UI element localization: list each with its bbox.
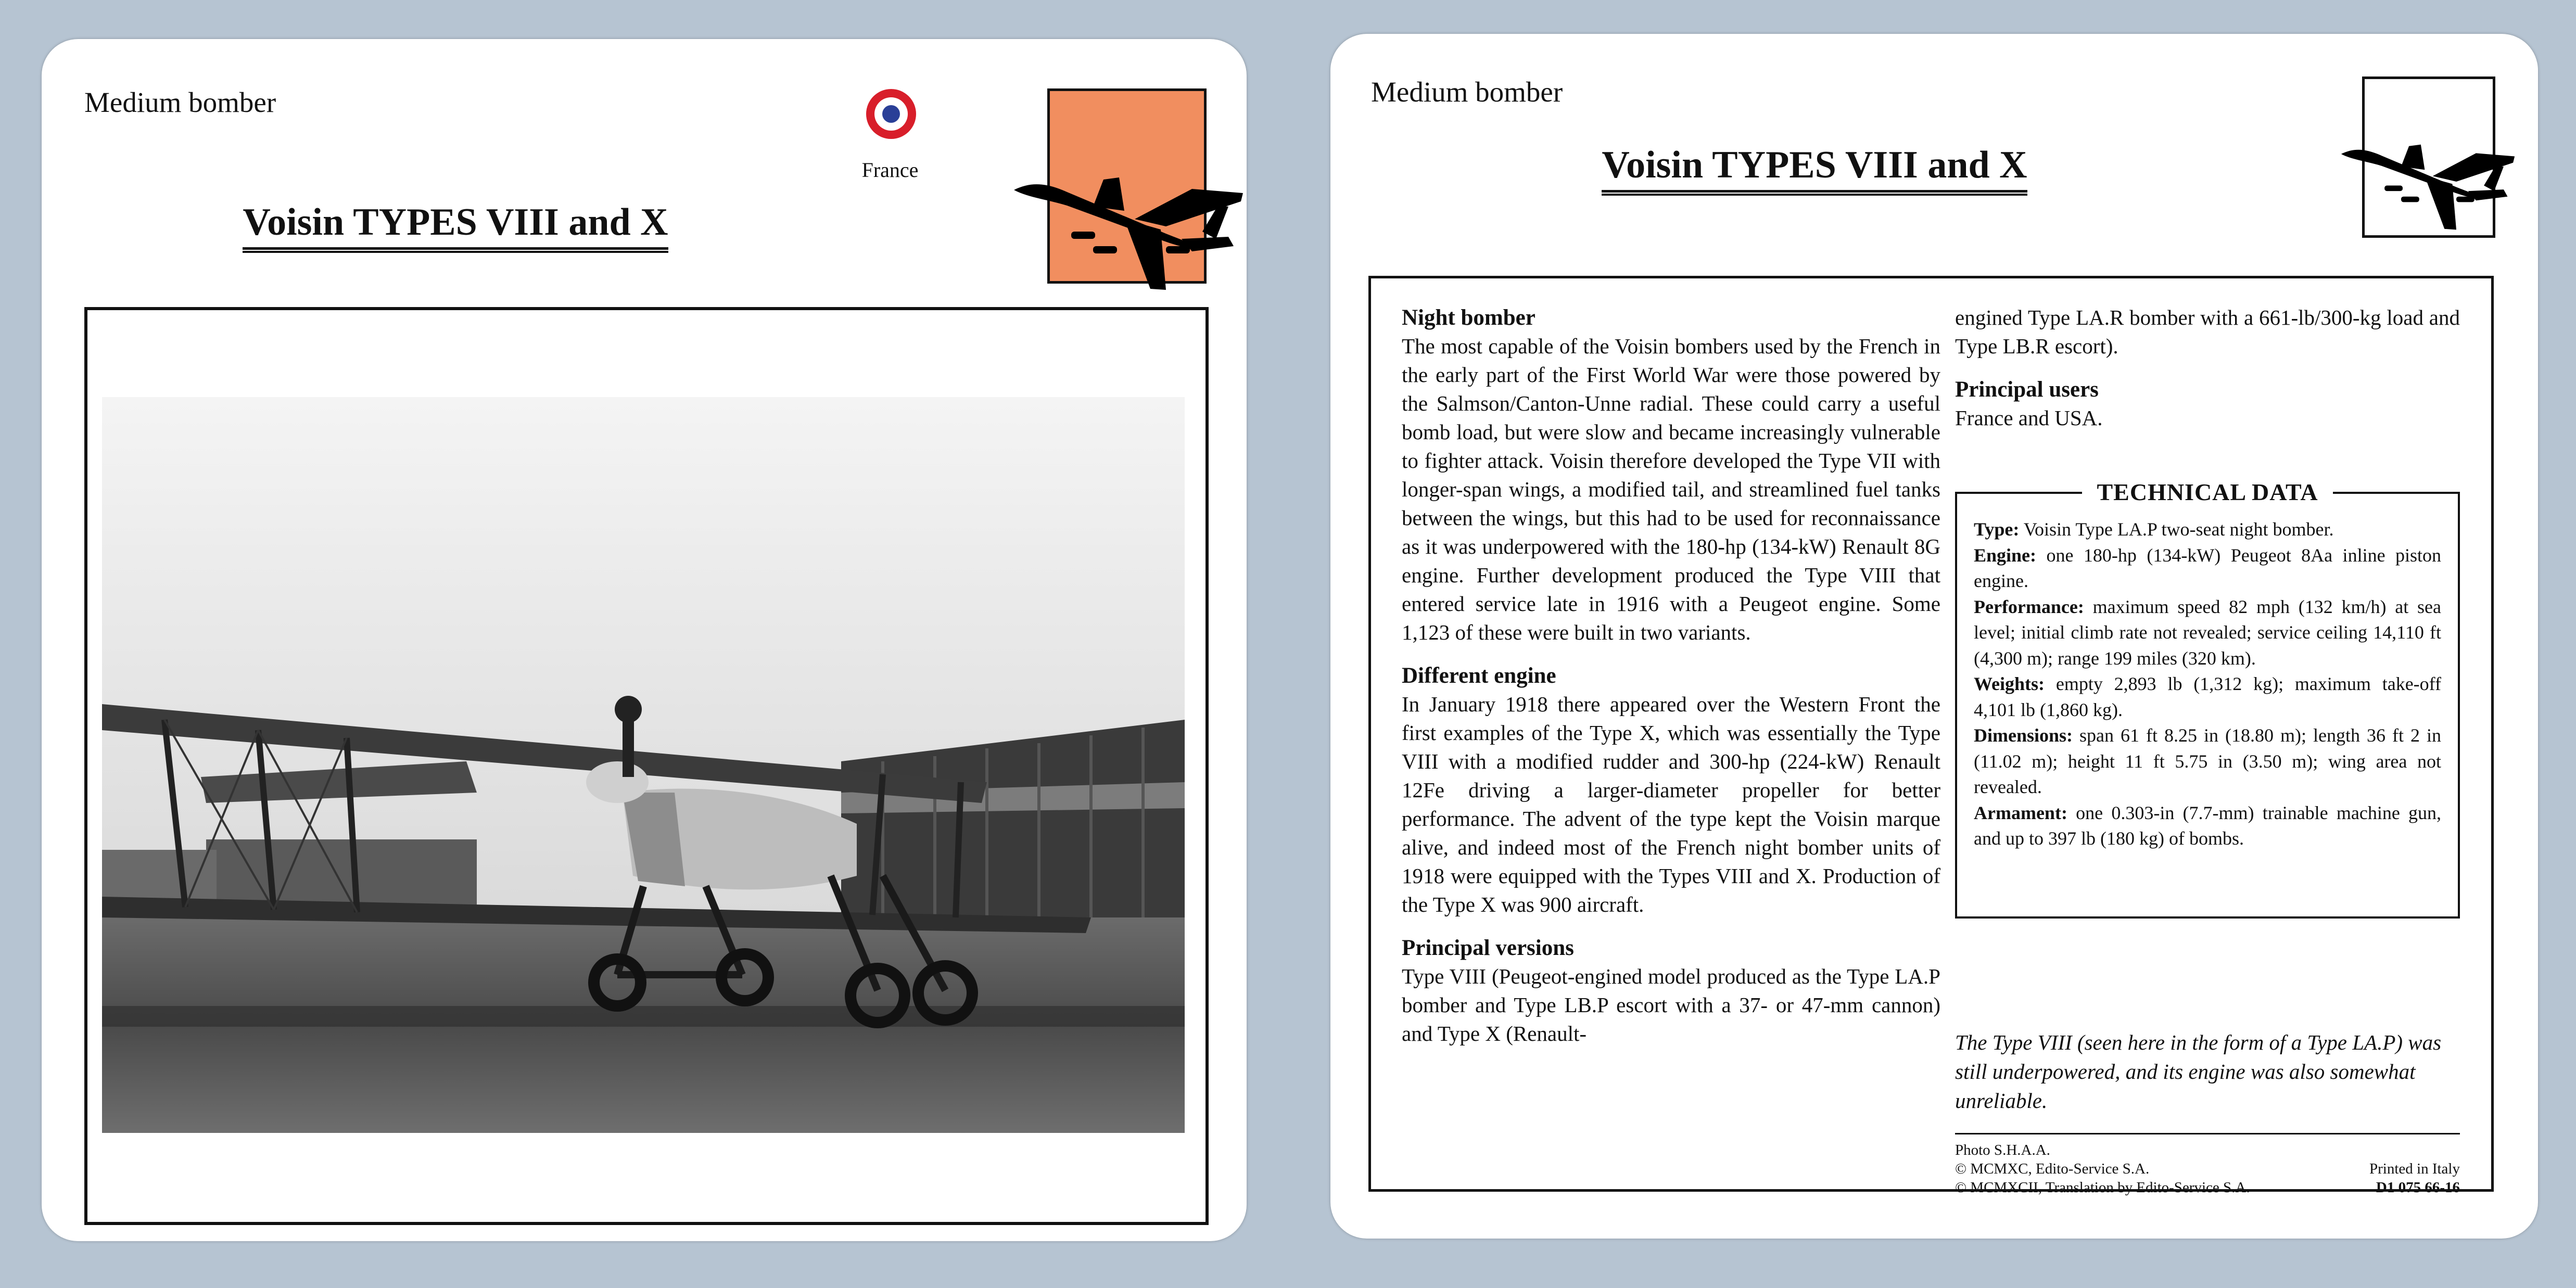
credit-photo: Photo S.H.A.A.	[1955, 1142, 2050, 1158]
left-column	[1402, 303, 1940, 1063]
credit-translation: © MCMXCII, Translation by Edito-Service S.A.	[1955, 1179, 2250, 1196]
credit-copyright: © MCMXC, Edito-Service S.A.	[1955, 1161, 2150, 1177]
technical-data-title: TECHNICAL DATA	[2082, 479, 2332, 505]
tech-row-engine: Engine: one 180-hp (134-kW) Peugeot 8Aa inline piston engine.	[1974, 544, 2442, 591]
back-title-wrap	[1549, 143, 2080, 196]
tech-row-dimensions: Dimensions: span 61 ft 8.25 in (18.80 m); length 36 ft 2 in (11.02 m); height 11 ft 5.75 in (3.50 m); wing area not revealed.	[1974, 725, 2442, 797]
front-category: Medium bomber	[84, 86, 276, 118]
printed-in: Printed in Italy	[2369, 1161, 2460, 1177]
front-title: Voisin TYPES VIII and X	[243, 200, 668, 253]
france-roundel-icon	[866, 89, 916, 139]
front-title-wrap	[193, 200, 718, 253]
section-heading-night-bomber: Night bomber	[1402, 305, 1536, 330]
tech-row-weights: Weights: empty 2,893 lb (1,312 kg); maximum take-off 4,101 lb (1,860 kg).	[1974, 673, 2441, 720]
right-column	[1955, 303, 2460, 447]
section-heading-principal-versions: Principal versions	[1402, 936, 1574, 960]
front-card	[42, 39, 1247, 1241]
aircraft-photo	[102, 397, 1185, 1133]
card-code: D1 075 66-16	[2376, 1179, 2460, 1196]
b52-silhouette-icon	[2330, 107, 2528, 237]
tech-row-armament: Armament: one 0.303-in (7.7-mm) trainable machine gun, and up to 397 lb (180 kg) of bombs.	[1974, 802, 2442, 849]
back-title: Voisin TYPES VIII and X	[1602, 143, 2027, 196]
tech-row-type: Type: Voisin Type LA.P two-seat night bomber.	[1974, 519, 2334, 540]
continuation-text: engined Type LA.R bomber with a 661-lb/300-kg load and Type LB.R escort).	[1955, 305, 2460, 358]
section-text-different-engine: In January 1918 there appeared over the Western Front the first examples of the Type X, which was essentially the Type VIII with a modified rudder and 300-hp (224-kW) Renault 12Fe driving a larger-diameter propeller for better performance. The advent of the type kept the Voisin marque alive, and indeed most of the French night bomber units of 1918 were equipped with the Types VIII and X. Production of the Type X was 900 aircraft.	[1402, 692, 1940, 916]
printed-info	[2304, 1159, 2460, 1197]
principal-users-heading: Principal users	[1955, 377, 2099, 402]
tech-row-performance: Performance: maximum speed 82 mph (132 km/h) at sea level; initial climb rate not revealed; service ceiling 14,110 ft (4,300 m); range 199 miles (320 km).	[1974, 596, 2441, 669]
section-text-principal-versions: Type VIII (Peugeot-engined model produced as the Type LA.P bomber and Type LB.P escort with a 37- or 47-mm cannon) and Type X (Renault-	[1402, 964, 1940, 1045]
photo-caption: The Type VIII (seen here in the form of a Type LA.P) was still underpowered, and its engine was also somewhat unreliable.	[1955, 1030, 2442, 1113]
section-heading-different-engine: Different engine	[1402, 664, 1556, 688]
back-card	[1330, 34, 2538, 1239]
principal-users-text: France and USA.	[1955, 406, 2103, 430]
technical-data-box	[1955, 479, 2460, 919]
credits	[1955, 1141, 2319, 1197]
section-text-night-bomber: The most capable of the Voisin bombers used by the French in the early part of the First World War were those powered by the Salmson/Canton-Unne radial. These could carry a useful bomb load, but were slow and became increasingly vulnerable to fighter attack. Voisin therefore developed the Type VII with longer-span wings, a modified tail, and streamlined fuel tanks between the wings, but this had to be used for reconnaissance as it was underpowered with the 180-hp (134-kW) Renault 8G engine. Further development produced the Type VIII that entered service late in 1916 with a Peugeot engine. Some 1,123 of these were built in two variants.	[1402, 334, 1940, 644]
technical-data-body	[1974, 517, 2441, 852]
credits-divider	[1955, 1133, 2460, 1134]
b52-silhouette-icon	[1010, 127, 1247, 299]
front-country: France	[861, 158, 919, 182]
back-category: Medium bomber	[1371, 76, 1563, 108]
